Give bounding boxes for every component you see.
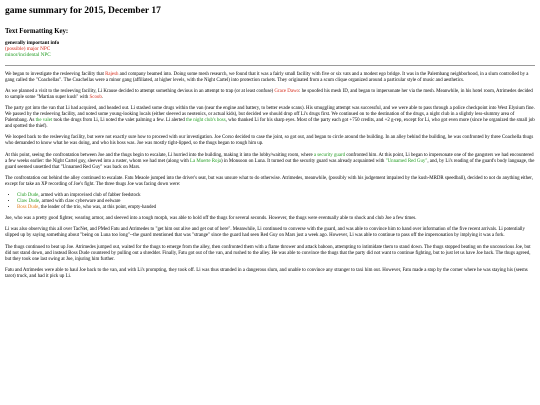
thug-description: , the leader of the trio, who was, at this point, empty-handed bbox=[38, 205, 157, 211]
paragraph-text: Li was also observing this all over TacNet, and PMed Fatu and Atrimedes to "get him out alive and get out of here". Meanwhile, Li continued to converse with the guard, and was able to convince him to hand over information of the five recent arrivals. Li potentially slipped up by saying something about "being on Luna too long"--the guard mentioned that was "strange" since the guard had seen Red Guy on Mars just a week ago. However, Li was able to continue to pass off the impersonation by implying it was a fork. bbox=[5, 227, 525, 239]
npc-name: a security guard bbox=[313, 152, 346, 158]
paragraph-text: ) in Monsoon on Luna. It turned out the security guard was already acquainted with bbox=[220, 158, 386, 164]
npc-name: Scoob bbox=[89, 94, 102, 100]
npc-name: the valet bbox=[35, 118, 53, 124]
paragraph-text: , and, by Li's reading of the guard's body language, the guard seemed unsettled that "Unnamed Red Guy" was back on Mars. bbox=[5, 158, 535, 170]
npc-name: Club Dude bbox=[17, 193, 39, 199]
summary-paragraph bbox=[5, 89, 535, 101]
thug-description: , armed with claw cyberware and eelware bbox=[39, 199, 121, 205]
paragraph-text: The party got into the van that Li had acquired, and headed out. Li stashed some drugs within the van (near the engine and battery, to better evade scans). His smuggling attempt was successful, and we were able to pass through a police checkpoint into West Elysium fine. We passed by the resleeving facility, and noted some young-looking locals (either sleeved as neotenics, or actual kids), but decided we should drop off Li's drugs first. We continued on to the destination of the drugs, a night club in a slightly less-slummy area of Palembang. As bbox=[5, 105, 535, 124]
summary-paragraph bbox=[5, 268, 535, 280]
paragraph-text: Joe, who was a pretty good fighter, wearing armor, and sleeved into a tough morph, was able to hold off the thugs for several seconds. However, the thugs were eventually able to shock and club Joe a few times. bbox=[5, 216, 417, 222]
formatting-key bbox=[5, 40, 535, 59]
key-important-info: generally important info bbox=[5, 40, 60, 46]
paragraph-text: We began to investigate the resleeving facility that bbox=[5, 71, 106, 77]
thug-description: , armed with an improvised club of fabber feedstock bbox=[38, 193, 141, 199]
page-title: game summary for 2015, December 17 bbox=[5, 6, 161, 16]
npc-name: Rajesh bbox=[105, 71, 119, 77]
thug-list bbox=[5, 193, 535, 211]
npc-name: Grace Dawo bbox=[274, 88, 299, 94]
paragraph-text: and company beamed into. Doing some mesh research, we found that it was a fairly small facility with five or six vats and a modest ego bridge. It was in the Palembang neighborhood, in a slum controlled by a gang called the "Coachellas". The Coachellas were a minor gang (affiliated, at higher levels, with the Night Cartel) into protection rackets. They originated from a scum clique organized around a particular style of music and aesthetics. bbox=[5, 71, 529, 83]
summary-paragraph bbox=[5, 176, 535, 188]
key-minor-npc: minor/incidental NPC bbox=[5, 52, 51, 59]
npc-name: La Muerte Roja bbox=[190, 158, 221, 164]
paragraph-text: We looped back to the resleeving facility, but were not exactly sure how to proceed with our investigation. Joe Corso decided to case the joint, so got out, and began to circle around the building. In an alley behind the building, he was confronted by three Coachella thugs who demanded to know what he was doing, and who his boss was. Joe was mostly tight-lipped, so the thugs began to rough him up. bbox=[5, 135, 534, 147]
paragraph-text: As we planned a visit to the resleeving facility, Li Krause decided to attempt something devious in an attempt to trap (or at least confuse) bbox=[5, 88, 275, 94]
summary-body-continued bbox=[5, 216, 535, 280]
summary-paragraph bbox=[5, 72, 535, 84]
paragraph-text: confronted him. At this point, Li began to impersonate one of the gangsters we had encountered a few weeks earlier: the Night Cartel guy, sleeved into a ruster, whom we had met (along with bbox=[5, 152, 534, 164]
paragraph-text: . bbox=[101, 94, 104, 100]
key-major-npc: (possible) major NPC bbox=[5, 46, 51, 53]
paragraph-text: Fatu and Atrimedes were able to haul Joe back to the van, and with Li's prompting, they took off. Li was thus stranded in a dangerous slum, and unable to convince any stranger to taxi him out. However, Fatu made a stop by the corner where he was staying his (seems tarot) truck, and had it pick up Li. bbox=[5, 267, 528, 279]
paragraph-text: , who thanked Li for his sharp eyes. Most of the party each got +750 credits, and +2 g-rep, except for Li, who got even more (since he organized the small job and spotted the thief). bbox=[5, 118, 535, 130]
formatting-key-heading: Text Formatting Key: bbox=[5, 28, 69, 35]
paragraph-text: took the drugs from Li, Li noted the valet palming a few. Li alerted bbox=[52, 118, 187, 124]
thug-list-item bbox=[17, 205, 535, 211]
npc-name: Boss Dude bbox=[17, 205, 39, 211]
summary-paragraph bbox=[5, 106, 535, 130]
divider bbox=[5, 65, 535, 66]
summary-body bbox=[5, 72, 535, 188]
npc-name: "Unnamed Red Guy" bbox=[385, 158, 428, 164]
paragraph-text: At this point, seeing the confrontation between Joe and the thugs begin to escalate, Li hurried into the building, making it into the lobby/waiting room, where bbox=[5, 152, 314, 158]
npc-name: Claw Dude bbox=[17, 199, 40, 205]
summary-paragraph bbox=[5, 135, 535, 147]
paragraph-text: The confrontation out behind the alley continued to escalate. Fatu Meaole jumped into the driver's seat, but was unsure what to do otherwise. Atrimedes, meanwhile, (possibly with his judgement impaired by the kush-MRDR speedball), decided to not do anything either, except for take an XP recording of Joe's fight. The three thugs Joe was facing down were: bbox=[5, 175, 533, 187]
paragraph-text: : he spoofed his mesh ID, and began to impersonate her via the mesh. Meanwhile, in his hotel room, Atrimedes decided to sample some "Martian super kush" with bbox=[5, 88, 533, 100]
npc-name: the night club's boss bbox=[186, 118, 226, 124]
paragraph-text: The thugs continued to beat up Joe. Atrimedes jumped out, waited for the thugs to emerge from the alley, then confronted them with a flame thrower and attack baboon, attempting to intimidate them to stand down. The thugs stopped beating on the unconscious Joe, but did not stand down, and instead Boss Dude countered by pulling out a shredder. Finally, Fatu got out of the van, and rushed to the alley. He was able to convince the thugs that the party did not want to continue fighting, but to just let us have Joe back. The thugs agreed, but they took one last swing at Joe, injuring him further. bbox=[5, 244, 531, 262]
summary-paragraph bbox=[5, 245, 535, 263]
summary-paragraph bbox=[5, 227, 535, 239]
summary-paragraph bbox=[5, 153, 535, 171]
summary-paragraph bbox=[5, 216, 535, 222]
